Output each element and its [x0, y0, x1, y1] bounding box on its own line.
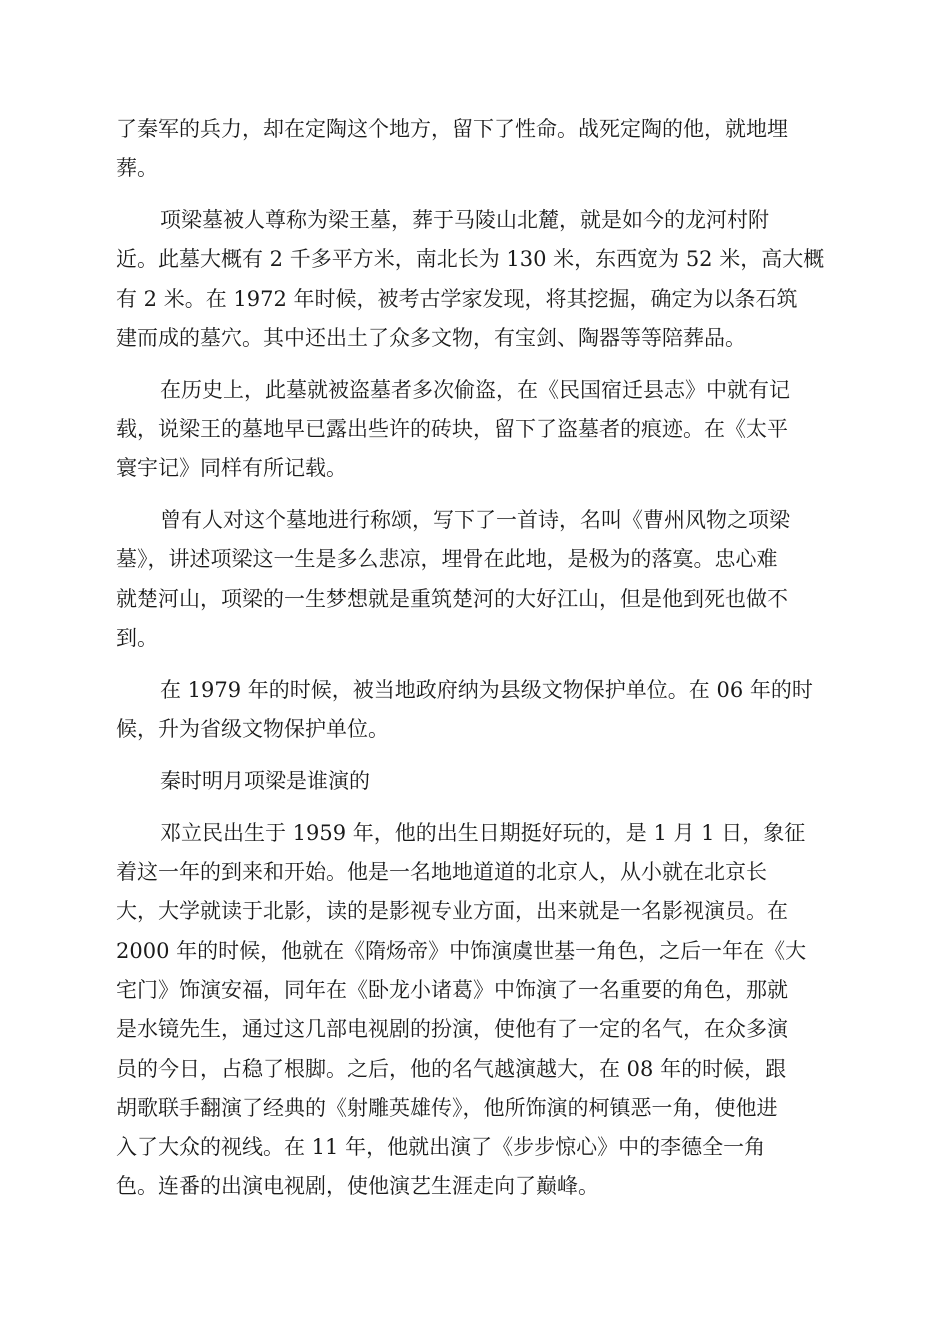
text-line: 秦时明月项梁是谁演的 [160, 768, 370, 793]
document-page [116, 110, 836, 1219]
text-line: 邓立民出生于 1959 年，他的出生日期挺好玩的，是 1 月 1 日，象征 [160, 820, 806, 845]
text-line: 着这一年的到来和开始。他是一名地地道道的北京人，从小就在北京长 [116, 860, 767, 885]
text-line: 建而成的墓穴。其中还出土了众多文物，有宝剑、陶器等等陪葬品。 [116, 325, 746, 350]
text-line: 载，说梁王的墓地早已露出些许的砖块，留下了盗墓者的痕迹。在《太平 [116, 417, 788, 442]
text-line: 有 2 米。在 1972 年时候，被考古学家发现，将其挖掘，确定为以条石筑 [116, 286, 798, 311]
text-line: 大，大学就读于北影，读的是影视专业方面，出来就是一名影视演员。在 [116, 899, 788, 924]
text-line: 在历史上，此墓就被盗墓者多次偷盗，在《民国宿迁县志》中就有记 [160, 377, 790, 402]
text-line: 墓》，讲述项梁这一生是多么悲凉，埋骨在此地，是极为的落寞。忠心难 [116, 547, 778, 572]
text-line: 宅门》饰演安福，同年在《卧龙小诸葛》中饰演了一名重要的角色，那就 [116, 977, 788, 1002]
text-line: 入了大众的视线。在 11 年，他就出演了《步步惊心》中的李德全一角 [116, 1135, 766, 1160]
text-line: 色。连番的出演电视剧，使他演艺生涯走向了巅峰。 [116, 1174, 599, 1199]
paragraph [116, 501, 836, 658]
text-line: 胡歌联手翻演了经典的《射雕英雄传》，他所饰演的柯镇恶一角，使他进 [116, 1095, 778, 1120]
paragraph [116, 671, 836, 750]
paragraph [116, 110, 836, 189]
text-line: 曾有人对这个墓地进行称颂，写下了一首诗，名叫《曹州风物之项梁 [160, 508, 790, 533]
text-line: 到。 [116, 626, 158, 651]
text-line: 2000 年的时候，他就在《隋炀帝》中饰演虞世基一角色，之后一年在《大 [116, 938, 807, 963]
paragraph [116, 814, 836, 1207]
paragraph [116, 371, 836, 489]
text-line: 了秦军的兵力，却在定陶这个地方，留下了性命。战死定陶的他，就地埋 [116, 117, 788, 141]
text-line: 寰宇记》同样有所记载。 [116, 456, 347, 481]
text-line: 在 1979 年的时候，被当地政府纳为县级文物保护单位。在 06 年的时 [160, 677, 813, 702]
text-line: 项梁墓被人尊称为梁王墓，葬于马陵山北麓，就是如今的龙河村附 [160, 208, 769, 233]
text-line: 候，升为省级文物保护单位。 [116, 717, 389, 742]
section-heading [116, 762, 836, 801]
text-line: 葬。 [116, 156, 158, 181]
text-line: 近。此墓大概有 2 千多平方米，南北长为 130 米，东西宽为 52 米，高大概 [116, 247, 825, 272]
text-line: 是水镜先生，通过这几部电视剧的扮演，使他有了一定的名气，在众多演 [116, 1017, 788, 1042]
paragraph [116, 201, 836, 358]
text-line: 员的今日，占稳了根脚。之后，他的名气越演越大，在 08 年的时候，跟 [116, 1056, 787, 1081]
text-line: 就楚河山，项梁的一生梦想就是重筑楚河的大好江山，但是他到死也做不 [116, 586, 788, 611]
